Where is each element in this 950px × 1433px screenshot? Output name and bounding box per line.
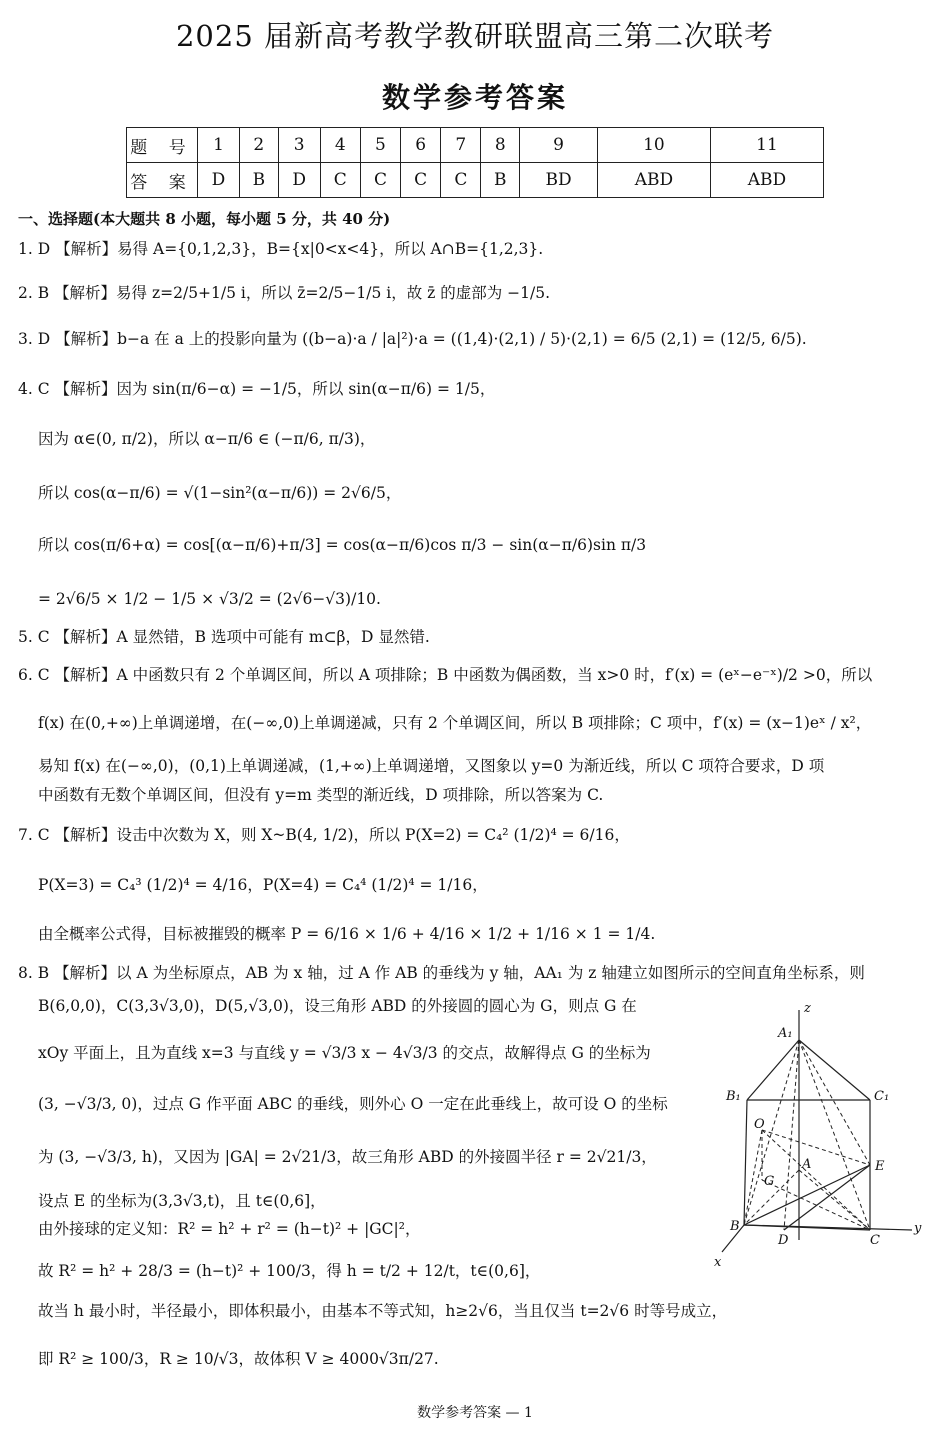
table-cell: 8 [481,128,520,163]
table-cell: BD [520,163,598,198]
table-cell: 9 [520,128,598,163]
solution-line: 由外接球的定义知：R² = h² + r² = (h−t)² + |GC|²， [38,1220,421,1238]
solution-line: (3, −√3/3, 0)，过点 G 作平面 ABC 的垂线，则外心 O 一定在此垂线上，故可设 O 的坐标 [38,1095,668,1113]
table-cell: B [481,163,520,198]
figure-label: x [714,1255,722,1270]
solution-line: 因为 α∈(0, π/2)，所以 α−π/6 ∈ (−π/6, π/3)， [38,430,376,448]
section-heading: 一、选择题(本大题共 8 小题，每小题 5 分，共 40 分) [18,210,391,228]
solution-line: = 2√6/5 × 1/2 − 1/5 × √3/2 = (2√6−√3)/10. [38,590,381,608]
table-cell: 6 [401,128,441,163]
solution-line: 4. C 【解析】因为 sin(π/6−α) = −1/5，所以 sin(α−π/6) = 1/5， [18,380,496,398]
solution-line: B(6,0,0)，C(3,3√3,0)，D(5,√3,0)，设三角形 ABD 的外接圆的圆心为 G，则点 G 在 [38,997,637,1015]
figure-label: z [804,1001,811,1016]
table-cell: ABD [710,163,823,198]
figure-label: O [754,1117,765,1132]
table-cell: ABD [597,163,710,198]
answer-row [127,163,824,198]
figure-label: D [778,1233,789,1248]
solution-line: 2. B 【解析】易得 z=2/5+1/5 i，所以 z̄=2/5−1/5 i，故 z̄ 的虚部为 −1/5. [18,284,551,302]
figure-label: y [914,1221,922,1236]
table-cell: B [239,163,278,198]
figure-label: B [730,1219,740,1234]
question-number-row [127,128,824,163]
table-cell: 1 [198,128,240,163]
solution-line: 中函数有无数个单调区间，但没有 y=m 类型的渐近线，D 项排除，所以答案为 C. [38,786,604,804]
document-subtitle: 数学参考答案 [381,81,568,114]
table-cell: 4 [320,128,360,163]
figure-label: C₁ [874,1089,890,1104]
table-cell: 5 [360,128,400,163]
figure-label: C [870,1233,880,1248]
solution-line: 所以 cos(π/6+α) = cos[(α−π/6)+π/3] = cos(α−π/6)cos π/3 − sin(α−π/6)sin π/3 [38,536,647,554]
table-cell: C [441,163,481,198]
solution-line: 易知 f(x) 在(−∞,0)，(0,1)上单调递减，(1,+∞)上单调递增，又图象以 y=0 为渐近线，所以 C 项符合要求，D 项 [38,757,825,775]
solution-line: f(x) 在(0,+∞)上单调递增，在(−∞,0)上单调递减，只有 2 个单调区间，所以 B 项排除；C 项中，f′(x) = (x−1)eˣ / x²， [38,714,872,732]
solution-line: 1. D 【解析】易得 A={0,1,2,3}，B={x|0<x<4}，所以 A∩B={1,2,3}. [18,240,544,258]
figure-label: G [764,1174,775,1189]
solution-line: xOy 平面上，且为直线 x=3 与直线 y = √3/3 x − 4√3/3 的交点，故解得点 G 的坐标为 [38,1044,651,1062]
solution-line: P(X=3) = C₄³ (1/2)⁴ = 4/16，P(X=4) = C₄⁴ (1/2)⁴ = 1/16， [38,876,488,894]
table-cell: D [198,163,240,198]
table-cell: 11 [710,128,823,163]
figure-label: E [875,1159,885,1174]
geometry-figure [712,990,927,1280]
solution-line: 为 (3, −√3/3, h)，又因为 |GA| = 2√21/3，故三角形 ABD 的外接圆半径 r = 2√21/3， [38,1148,657,1166]
page-title: 2025 届新高考教学教研联盟高三第二次联考 [175,19,775,53]
table-cell: C [360,163,400,198]
solution-line: 8. B 【解析】以 A 为坐标原点，AB 为 x 轴，过 A 作 AB 的垂线为 y 轴，AA₁ 为 z 轴建立如图所示的空间直角坐标系，则 [18,964,865,982]
figure-label: A₁ [778,1026,793,1041]
solution-line: 7. C 【解析】设击中次数为 X，则 X~B(4, 1/2)，所以 P(X=2) = C₄² (1/2)⁴ = 6/16， [18,826,630,844]
table-cell: 7 [441,128,481,163]
table-cell: D [278,163,320,198]
page-footer: 数学参考答案 — 1 [417,1405,533,1421]
solution-line: 6. C 【解析】A 中函数只有 2 个单调区间，所以 A 项排除；B 中函数为偶函数，当 x>0 时，f′(x) = (eˣ−e⁻ˣ)/2 >0，所以 [18,666,873,684]
solution-line: 故 R² = h² + 28/3 = (h−t)² + 100/3，得 h = t/2 + 12/t，t∈(0,6]， [38,1262,541,1280]
table-cell: C [320,163,360,198]
solution-line: 故当 h 最小时，半径最小，即体积最小，由基本不等式知，h≥2√6，当且仅当 t=2√6 时等号成立， [38,1302,728,1320]
table-cell: 2 [239,128,278,163]
table-cell: 10 [597,128,710,163]
row-label: 答 案 [127,163,198,198]
figure-label: A [802,1157,812,1172]
table-cell: 3 [278,128,320,163]
table-cell: C [401,163,441,198]
solution-line: 所以 cos(α−π/6) = √(1−sin²(α−π/6)) = 2√6/5， [38,484,402,502]
row-label: 题 号 [127,128,198,163]
solution-line: 即 R² ≥ 100/3，R ≥ 10/√3，故体积 V ≥ 4000√3π/27. [38,1350,439,1368]
solution-line: 由全概率公式得，目标被摧毁的概率 P = 6/16 × 1/6 + 4/16 × 1/2 + 1/16 × 1 = 1/4. [38,925,656,943]
figure-label: B₁ [726,1089,741,1104]
solution-line: 设点 E 的坐标为(3,3√3,t)，且 t∈(0,6]， [38,1192,326,1210]
solution-line: 3. D 【解析】b−a 在 a 上的投影向量为 ((b−a)·a / |a|²)·a = ((1,4)·(2,1) / 5)·(2,1) = 6/5 (2,1) = (12/5, 6/5). [18,330,807,348]
solution-line: 5. C 【解析】A 显然错，B 选项中可能有 m⊂β，D 显然错. [18,628,430,646]
answer-table [126,127,824,198]
